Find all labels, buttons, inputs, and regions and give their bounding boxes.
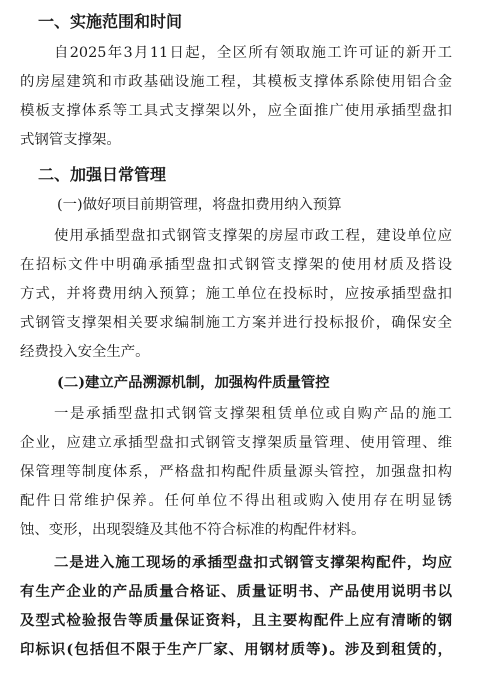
sub1-line-2: 在招标文件中明确承插型盘扣式钢管支撑架的使用材质及搭设 xyxy=(20,257,452,273)
section2-heading: 二、加强日常管理 xyxy=(38,165,167,184)
sub2-line-2: 企业，应建立承插型盘扣式钢管支撑架质量管理、使用管理、维 xyxy=(20,435,452,451)
sub1-line-1: 使用承插型盘扣式钢管支撑架的房屋市政工程，建设单位应 xyxy=(54,228,452,244)
sub2-bold-line-4: 印标识(包括但不限于生产厂家、用钢材质等)。涉及到租赁的， xyxy=(20,641,452,658)
section1-line-4: 式钢管支撑架。 xyxy=(20,132,121,148)
sub2-bold-line-1: 二是进入施工现场的承插型盘扣式钢管支撑架构配件，均应 xyxy=(54,554,452,571)
sub2-bold-line-3: 及型式检验报告等质量保证资料，且主要构配件上应有清晰的钢 xyxy=(20,612,452,629)
sub2-line-3: 保管理等制度体系，严格盘扣构配件质量源头管控，加强盘扣构 xyxy=(20,464,452,480)
section1-line-2: 的房屋建筑和市政基础设施工程，其模板支撑体系除使用铝合金 xyxy=(20,74,452,90)
sub2-line-4: 配件日常维护保养。任何单位不得出租或购入使用存在明显锈 xyxy=(20,493,452,509)
sub1-line-4: 式钢管支撑架相关要求编制施工方案并进行投标报价，确保安全 xyxy=(20,315,452,331)
sub2-title: (二)建立产品溯源机制，加强构件质量管控 xyxy=(57,374,330,391)
sub2-line-5: 蚀、变形，出现裂缝及其他不符合标准的构配件材料。 xyxy=(20,522,366,538)
sub1-line-3: 方式，并将费用纳入预算；施工单位在投标时，应按承插型盘扣 xyxy=(20,286,452,302)
sub1-line-5: 经费投入安全生产。 xyxy=(20,344,150,360)
sub1-title: (一)做好项目前期管理，将盘扣费用纳入预算 xyxy=(57,197,342,213)
sub2-bold-line-2: 有生产企业的产品质量合格证、质量证明书、产品使用说明书以 xyxy=(20,583,452,600)
sub2-line-1: 一是承插型盘扣式钢管支撑架租赁单位或自购产品的施工 xyxy=(54,406,452,422)
section1-line-1: 自2025年3月11日起，全区所有领取施工许可证的新开工 xyxy=(54,45,452,61)
section1-line-3: 模板支撑体系等工具式支撑架以外，应全面推广使用承插型盘扣 xyxy=(20,103,452,119)
section1-heading: 一、实施范围和时间 xyxy=(38,12,183,31)
